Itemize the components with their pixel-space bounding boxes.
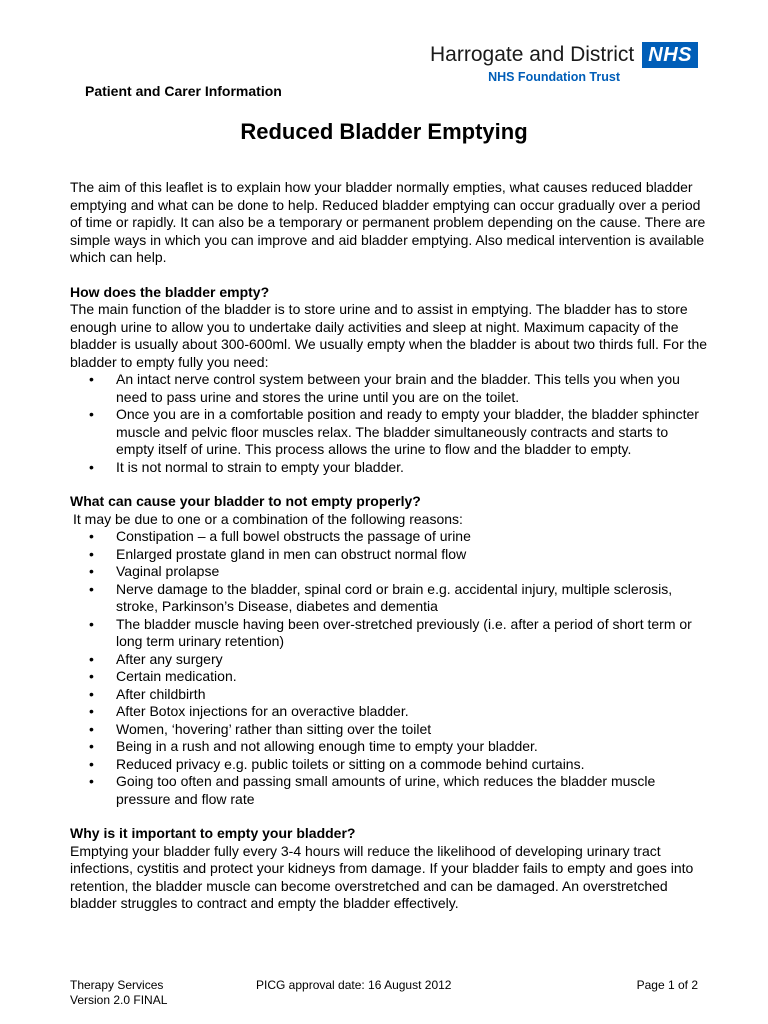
footer-page-number: Page 1 of 2	[636, 978, 698, 992]
list-item: • Once you are in a comfortable position and ready to empty your bladder, the bladder sphincter muscle and pelvic floor muscles relax. The bladder simultaneously contracts and starts to empty itself of urine. This process allows the urine to flow and the bladder to empty.	[70, 406, 710, 459]
nhs-logo	[430, 42, 698, 85]
section-text-causes: It may be due to one or a combination of the following reasons:	[73, 510, 463, 527]
list-item: • Going too often and passing small amounts of urine, which reduces the bladder muscle pressure and flow rate	[70, 773, 710, 808]
list-item: • Enlarged prostate gland in men can obstruct normal flow	[70, 546, 710, 564]
footer-department: Therapy Services	[70, 978, 164, 992]
list-item: • Nerve damage to the bladder, spinal cord or brain e.g. accidental injury, multiple sclerosis, stroke, Parkinson’s Disease, diabetes and dementia	[70, 581, 710, 616]
footer-version: Version 2.0 FINAL	[70, 993, 168, 1007]
list-item: • Women, ‘hovering’ rather than sitting over the toilet	[70, 721, 710, 739]
list-item: • Reduced privacy e.g. public toilets or sitting on a commode behind curtains.	[70, 756, 710, 774]
section-heading-importance: Why is it important to empty your bladder?	[70, 825, 356, 841]
list-item: • After any surgery	[70, 651, 710, 669]
document-subheader: Patient and Carer Information	[85, 83, 282, 99]
list-causes	[70, 528, 710, 808]
document-body	[70, 179, 710, 913]
list-bladder-empty	[70, 371, 710, 476]
intro-paragraph: The aim of this leaflet is to explain how your bladder normally empties, what causes reduced bladder emptying and what can be done to help. Reduced bladder emptying can occur gradually over a period of time or rapidly. It can also be a temporary or permanent problem depending on the cause. There are simple ways in which you can improve and aid bladder emptying. Also medical intervention is available which can help.	[70, 179, 706, 265]
nhs-badge: NHS	[642, 42, 698, 68]
list-item: • After childbirth	[70, 686, 710, 704]
org-name: Harrogate and District	[430, 43, 635, 66]
footer-approval: PICG approval date: 16 August 2012	[256, 978, 452, 992]
list-item: • It is not normal to strain to empty your bladder.	[70, 459, 710, 477]
trust-name: NHS Foundation Trust	[488, 70, 620, 84]
list-item: • Vaginal prolapse	[70, 563, 710, 581]
section-heading-causes: What can cause your bladder to not empty properly?	[70, 493, 421, 509]
section-text-bladder-empty: The main function of the bladder is to store urine and to assist in emptying. The bladder has to store enough urine to allow you to undertake daily activities and sleep at night. Maximum capacity of the bladder is usually about 300-600ml. We usually empty when the bladder is about two thirds full. For the bladder to empty fully you need:	[70, 301, 708, 370]
list-item: • Being in a rush and not allowing enough time to empty your bladder.	[70, 738, 710, 756]
section-text-importance: Emptying your bladder fully every 3-4 hours will reduce the likelihood of developing urinary tract infections, cystitis and protect your kidneys from damage. If your bladder fails to empty and goes into retention, the bladder muscle can become overstretched and can be damaged. An overstretched bladder struggles to contract and empty the bladder effectively.	[70, 842, 694, 911]
list-item: • The bladder muscle having been over-stretched previously (i.e. after a period of short term or long term urinary retention)	[70, 616, 710, 651]
page-title: Reduced Bladder Emptying	[240, 119, 528, 144]
list-item: • After Botox injections for an overactive bladder.	[70, 703, 710, 721]
section-heading-bladder-empty: How does the bladder empty?	[70, 283, 270, 300]
list-item: • Certain medication.	[70, 668, 710, 686]
list-item: • An intact nerve control system between your brain and the bladder. This tells you when you need to pass urine and stores the urine until you are on the toilet.	[70, 371, 710, 406]
list-item: • Constipation – a full bowel obstructs the passage of urine	[70, 528, 710, 546]
